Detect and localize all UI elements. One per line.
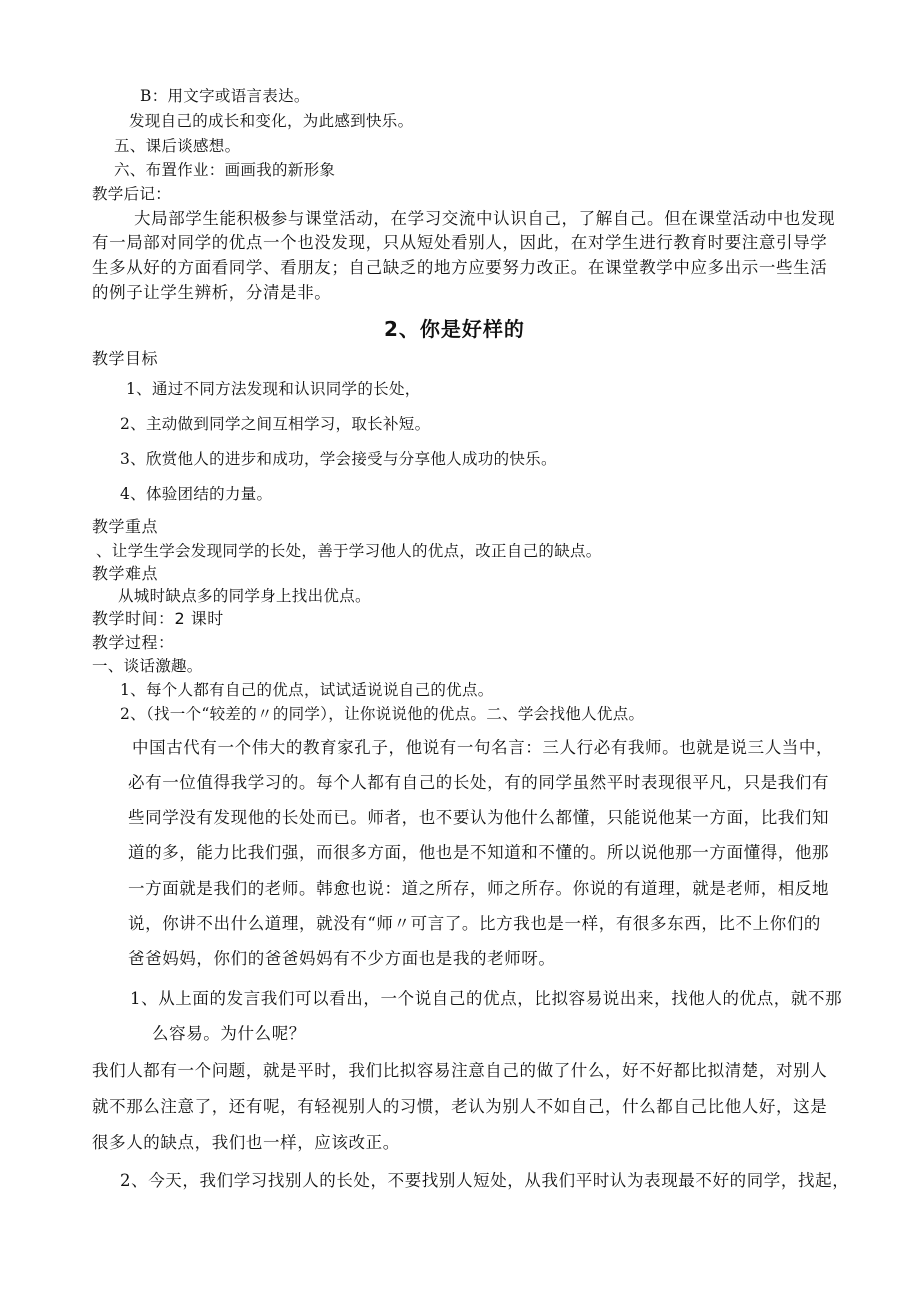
paragraph-line: 1、从上面的发言我们可以看出，一个说自己的优点，比拟容易说出来，找他人的优点，就不那 <box>130 989 843 1008</box>
lesson-title: 2、你是好样的 <box>384 317 525 341</box>
paragraph-line: 道的多，能力比我们强，而很多方面，他也是不知道和不懂的。所以说他那一方面懂得，他那 <box>128 843 830 862</box>
paragraph-line: 说，你讲不出什么道理，就没有“师〃可言了。比方我也是一样，有很多东西，比不上你们的 <box>128 914 822 933</box>
paragraph-line: 爸爸妈妈，你们的爸爸妈妈有不少方面也是我的老师呀。 <box>128 949 556 968</box>
paragraph-line: 2、今天，我们学习找别人的长处，不要找别人短处，从我们平时认为表现最不好的同学，找起， <box>120 1171 850 1190</box>
text-line: 、让学生学会发现同学的长处，善于学习他人的优点，改正自己的缺点。 <box>96 542 602 560</box>
list-item: 3、欣赏他人的进步和成功，学会接受与分享他人成功的快乐。 <box>120 450 557 468</box>
paragraph-line: 我们人都有一个问题，就是平时，我们比拟容易注意自己的做了什么，好不好都比拟清楚，对别人 <box>92 1061 828 1080</box>
paragraph-line: 中国古代有一个伟大的教育家孔子，他说有一句名言：三人行必有我师。也就是说三人当中， <box>132 738 834 757</box>
text-line: 从城时缺点多的同学身上找出优点。 <box>118 587 371 605</box>
paragraph-line: 有一局部对同学的优点一个也没发现，只从短处看别人，因此，在对学生进行教育时要注意引导学 <box>92 233 828 252</box>
text-line: 1、每个人都有自己的优点，试试适说说自己的优点。 <box>120 681 494 699</box>
section-heading: 教学过程： <box>92 633 175 652</box>
section-heading: 教学后记： <box>92 185 172 203</box>
list-item: 1、通过不同方法发现和认识同学的长处， <box>126 380 421 398</box>
section-heading: 教学难点 <box>92 564 159 583</box>
paragraph-line: 些同学没有发现他的长处而已。师者，也不要认为他什么都懂，只能说他某一方面，比我们知 <box>128 808 830 827</box>
text-line: 一、谈话激趣。 <box>92 657 203 675</box>
paragraph-line: 的例子让学生辨析，分清是非。 <box>92 283 332 302</box>
text-line: B：用文字或语言表达。 <box>140 87 310 105</box>
section-heading: 教学目标 <box>92 349 159 368</box>
paragraph-line: 生多从好的方面看同学、看朋友；自己缺乏的地方应要努力改正。在课堂教学中应多出示一些生活 <box>92 258 828 277</box>
list-item: 4、体验团结的力量。 <box>120 485 273 503</box>
teaching-time: 教学时间：2 课时 <box>92 609 224 628</box>
paragraph-line: 大局部学生能积极参与课堂活动，在学习交流中认识自己，了解自己。但在课堂活动中也发现 <box>134 209 836 228</box>
text-line: 六、布置作业：画画我的新形象 <box>114 161 336 179</box>
paragraph-line: 很多人的缺点，我们也一样，应该改正。 <box>92 1133 400 1152</box>
paragraph-line: 就不那么注意了，还有呢，有轻视别人的习惯，老认为别人不如自己，什么都自己比他人好，这是 <box>92 1097 828 1116</box>
list-item: 2、主动做到同学之间互相学习，取长补短。 <box>120 415 431 433</box>
text-line: 2、（找一个“较差的〃的同学），让你说说他的优点。二、学会找他人优点。 <box>120 705 645 723</box>
text-line: 发现自己的成长和变化，为此感到快乐。 <box>129 112 414 130</box>
paragraph-line: 一方面就是我们的老师。韩愈也说：道之所存，师之所存。你说的有道理，就是老师，相反地 <box>128 879 830 898</box>
paragraph-line: 必有一位值得我学习的。每个人都有自己的长处，有的同学虽然平时表现很平凡，只是我们有 <box>128 773 830 792</box>
paragraph-line: 么容易。为什么呢？ <box>152 1024 306 1043</box>
text-line: 五、课后谈感想。 <box>114 137 241 155</box>
section-heading: 教学重点 <box>92 517 159 536</box>
